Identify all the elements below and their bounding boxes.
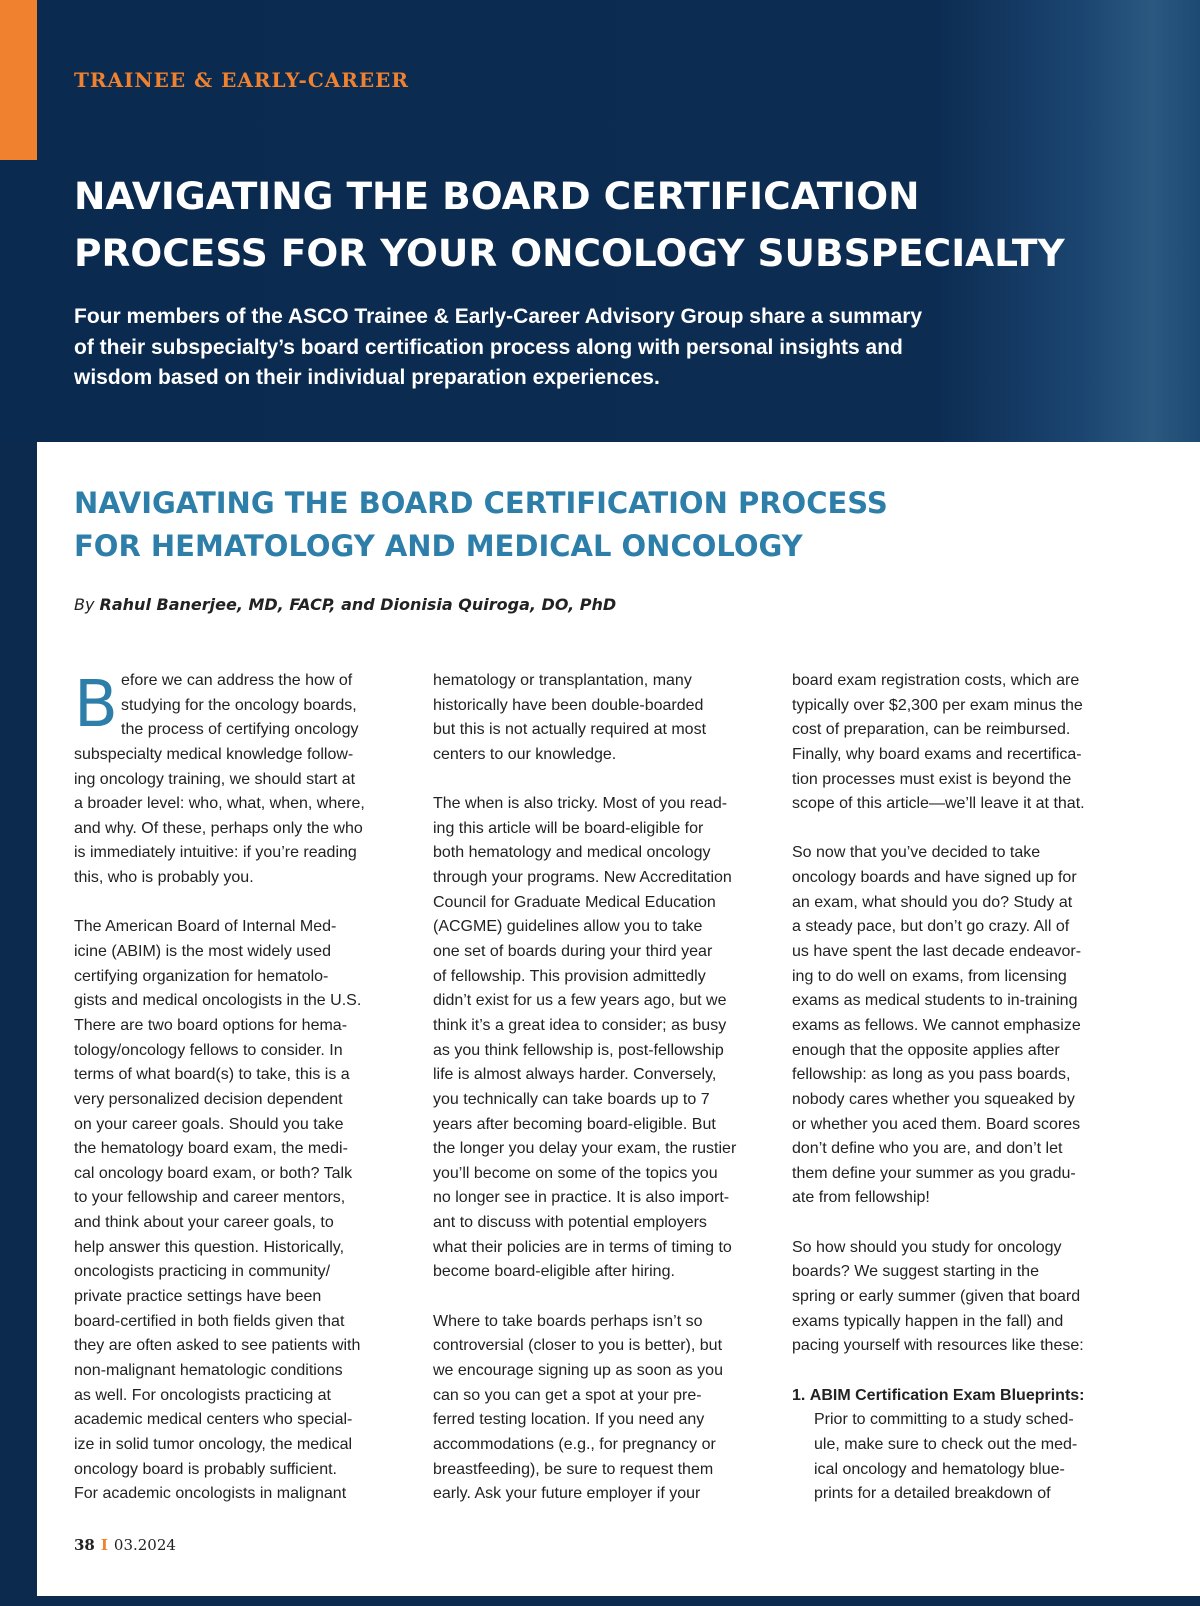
page-title-line: NAVIGATING THE BOARD CERTIFICATION <box>74 174 920 218</box>
text-line: Where to take boards perhaps isn’t so <box>433 1312 703 1330</box>
text-line: is immediately intuitive: if you’re reading <box>74 844 357 862</box>
text-line: to your fellowship and career mentors, <box>74 1189 346 1207</box>
text-line: what their policies are in terms of timing to <box>433 1238 732 1256</box>
byline-prefix: By <box>74 595 95 614</box>
text-line: both hematology and medical oncology <box>433 844 711 862</box>
text-line: ing to do well on exams, from licensing <box>792 967 1067 985</box>
article-column-3 <box>792 669 1132 1507</box>
paragraph-break <box>792 1359 1132 1384</box>
text-line: nobody cares whether you squeaked by <box>792 1090 1075 1108</box>
text-line: can so you can get a spot at your pre- <box>433 1386 702 1404</box>
byline <box>74 595 616 614</box>
text-line: There are two board options for hema- <box>74 1016 348 1034</box>
text-line: one set of boards during your third year <box>433 943 713 961</box>
text-line: ate from fellowship! <box>792 1189 930 1207</box>
text-line: them define your summer as you gradu- <box>792 1164 1076 1182</box>
text-line: exams typically happen in the fall) and <box>792 1312 1064 1330</box>
text-line: pacing yourself with resources like these: <box>792 1337 1084 1355</box>
text-line: think it’s a great idea to consider; as busy <box>433 1016 727 1034</box>
text-line: and why. Of these, perhaps only the who <box>74 819 363 837</box>
text-line: years after becoming board-eligible. But <box>433 1115 716 1133</box>
text-line: this, who is probably you. <box>74 869 254 887</box>
text-line: a broader level: who, what, when, where, <box>74 795 365 813</box>
text-line: oncology board is probably sufficient. <box>74 1460 337 1478</box>
text-line: spring or early summer (given that board <box>792 1288 1081 1306</box>
paragraph-break <box>433 1285 773 1310</box>
paragraph-break <box>792 817 1132 842</box>
text-line: ing oncology training, we should start at <box>74 770 356 788</box>
text-line: an exam, what should you do? Study at <box>792 893 1073 911</box>
text-line: The American Board of Internal Med- <box>74 918 337 936</box>
text-line: we encourage signing up as soon as you <box>433 1361 723 1379</box>
text-line: Council for Graduate Medical Education <box>433 893 716 911</box>
text-line: accommodations (e.g., for pregnancy or <box>433 1435 716 1453</box>
page-subtitle <box>74 302 1074 394</box>
page-number: 38 <box>74 1536 95 1554</box>
text-line: us have spent the last decade endeavor- <box>792 943 1082 961</box>
paragraph-break <box>74 891 414 916</box>
text-line: as well. For oncologists practicing at <box>74 1386 331 1404</box>
text-line: studying for the oncology boards, <box>121 696 357 714</box>
text-line: subspecialty medical knowledge follow- <box>74 745 354 763</box>
article-title-line: NAVIGATING THE BOARD CERTIFICATION PROCESS <box>74 486 888 520</box>
text-line: ical oncology and hematology blue- <box>814 1460 1065 1478</box>
text-line: controversial (closer to you is better), but <box>433 1337 723 1355</box>
text-line: cost of preparation, can be reimbursed. <box>792 721 1071 739</box>
text-line: oncology boards and have signed up for <box>792 869 1077 887</box>
article-title <box>74 482 888 568</box>
header-banner <box>0 0 1200 442</box>
text-line: or whether you aced them. Board scores <box>792 1115 1081 1133</box>
resource-list-item <box>792 1384 1132 1507</box>
text-line: typically over $2,300 per exam minus the <box>792 696 1083 714</box>
text-line: but this is not actually required at most <box>433 721 707 739</box>
text-line: very personalized decision dependent <box>74 1090 343 1108</box>
text-line: through your programs. New Accreditation <box>433 869 732 887</box>
text-line: So now that you’ve decided to take <box>792 844 1041 862</box>
text-line: on your career goals. Should you take <box>74 1115 344 1133</box>
text-line: fellowship: as long as you pass boards, <box>792 1066 1071 1084</box>
byline-authors: Rahul Banerjee, MD, FACP, and Dionisia Quiroga, DO, PhD <box>99 595 617 614</box>
text-line: For academic oncologists in malignant <box>74 1485 347 1503</box>
text-line: ule, make sure to check out the med- <box>814 1435 1078 1453</box>
paragraph-break <box>792 1211 1132 1236</box>
paragraph-break <box>433 768 773 793</box>
article-column-1 <box>74 669 414 1507</box>
text-line: ant to discuss with potential employers <box>433 1214 707 1232</box>
text-line: scope of this article—we’ll leave it at that. <box>792 795 1085 813</box>
text-line: help answer this question. Historically, <box>74 1238 345 1256</box>
footer-separator: I <box>100 1536 108 1554</box>
text-line: terms of what board(s) to take, this is a <box>74 1066 350 1084</box>
text-line: gists and medical oncologists in the U.S. <box>74 992 362 1010</box>
list-number: 1. <box>792 1386 806 1404</box>
text-line: boards? We suggest starting in the <box>792 1263 1039 1281</box>
text-line: non-malignant hematologic conditions <box>74 1361 343 1379</box>
subtitle-line: Four members of the ASCO Trainee & Early-Career Advisory Group share a summary <box>74 305 923 328</box>
text-line: a steady pace, but don’t go crazy. All of <box>792 918 1070 936</box>
text-line: don’t define who you are, and don’t let <box>792 1140 1063 1158</box>
column-3-body <box>792 669 1132 1384</box>
text-line: cal oncology board exam, or both? Talk <box>74 1164 353 1182</box>
text-line: exams as fellows. We cannot emphasize <box>792 1016 1081 1034</box>
text-line: didn’t exist for us a few years ago, but we <box>433 992 727 1010</box>
text-line: board-certified in both fields given that <box>74 1312 345 1330</box>
text-line: early. Ask your future employer if your <box>433 1485 701 1503</box>
text-line: no longer see in practice. It is also import- <box>433 1189 730 1207</box>
text-line: board exam registration costs, which are <box>792 672 1080 689</box>
subtitle-line: wisdom based on their individual preparation experiences. <box>74 366 660 389</box>
text-line: academic medical centers who special- <box>74 1411 353 1429</box>
text-line: (ACGME) guidelines allow you to take <box>433 918 703 936</box>
orange-accent-bar <box>0 0 37 160</box>
text-line: certifying organization for hematolo- <box>74 967 329 985</box>
page-title <box>74 168 1154 282</box>
list-item-heading-line <box>792 1384 1132 1409</box>
text-line: the hematology board exam, the medi- <box>74 1140 348 1158</box>
text-line: enough that the opposite applies after <box>792 1041 1060 1059</box>
text-line: prints for a detailed breakdown of <box>814 1485 1051 1503</box>
drop-cap: B <box>74 668 118 742</box>
text-line: centers to our knowledge. <box>433 745 617 763</box>
list-heading: ABIM Certification Exam Blueprints: <box>809 1386 1085 1404</box>
text-line: The when is also tricky. Most of you read- <box>433 795 728 813</box>
text-line: of fellowship. This provision admittedly <box>433 967 706 985</box>
text-line: exams as medical students to in-training <box>792 992 1078 1010</box>
text-line: ize in solid tumor oncology, the medical <box>74 1435 353 1453</box>
page-footer <box>74 1536 176 1554</box>
text-line: the process of certifying oncology <box>121 721 359 739</box>
section-kicker: TRAINEE & EARLY-CAREER <box>74 68 410 92</box>
text-line: become board-eligible after hiring. <box>433 1263 675 1281</box>
text-line: tology/oncology fellows to consider. In <box>74 1041 343 1059</box>
issue-date: 03.2024 <box>113 1536 176 1554</box>
text-line: ferred testing location. If you need any <box>433 1411 705 1429</box>
article-column-2 <box>433 669 773 1507</box>
text-line: Prior to committing to a study sched- <box>814 1411 1074 1429</box>
text-line: ing this article will be board-eligible for <box>433 819 704 837</box>
text-line: you technically can take boards up to 7 <box>433 1090 710 1108</box>
page-title-line: PROCESS FOR YOUR ONCOLOGY SUBSPECIALTY <box>74 231 1065 275</box>
text-line: you’ll become on some of the topics you <box>433 1164 718 1182</box>
text-line: the longer you delay your exam, the rustier <box>433 1140 737 1158</box>
text-line: as you think fellowship is, post-fellowship <box>433 1041 724 1059</box>
text-line: and think about your career goals, to <box>74 1214 334 1232</box>
text-line: Finally, why board exams and recertifica- <box>792 745 1082 763</box>
text-line: hematology or transplantation, many <box>433 672 692 689</box>
text-line: efore we can address the how of <box>121 672 353 689</box>
text-line: tion processes must exist is beyond the <box>792 770 1072 788</box>
text-line: private practice settings have been <box>74 1288 322 1306</box>
text-line: historically have been double-boarded <box>433 696 704 714</box>
subtitle-line: of their subspecialty’s board certification process along with personal insights and <box>74 335 903 359</box>
list-item-text <box>792 1408 1132 1507</box>
text-line: icine (ABIM) is the most widely used <box>74 943 331 961</box>
text-line: oncologists practicing in community/ <box>74 1263 331 1281</box>
text-line: breastfeeding), be sure to request them <box>433 1460 714 1478</box>
text-line: life is almost always harder. Conversely, <box>433 1066 717 1084</box>
text-line: So how should you study for oncology <box>792 1238 1062 1256</box>
article-title-line: FOR HEMATOLOGY AND MEDICAL ONCOLOGY <box>74 529 803 563</box>
text-line: they are often asked to see patients with <box>74 1337 361 1355</box>
